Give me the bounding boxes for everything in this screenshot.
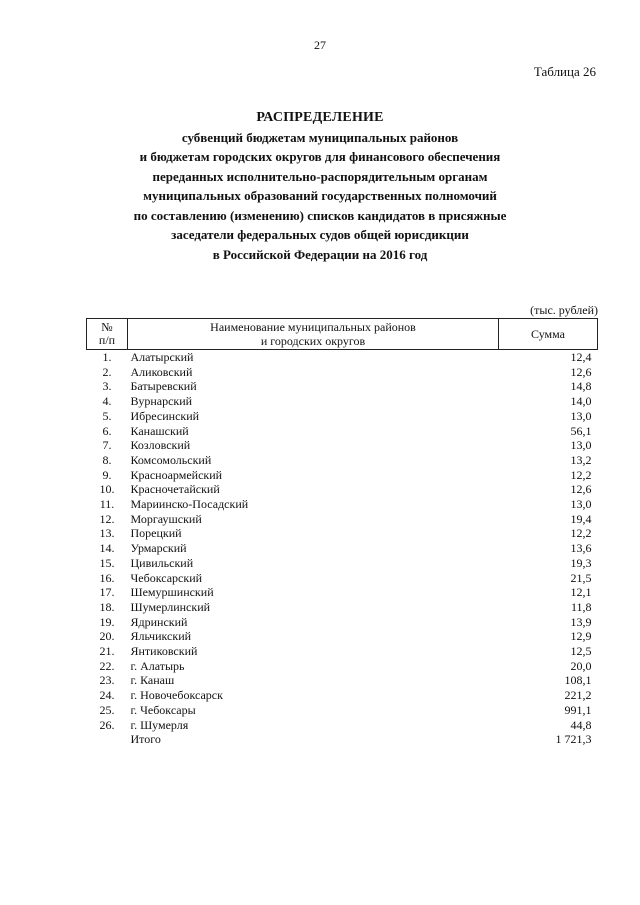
- row-sum: 13,0: [570, 497, 592, 512]
- title-line: субвенций бюджетам муниципальных районов: [181, 129, 459, 145]
- table-row: [87, 600, 598, 615]
- table-label: Таблица 26: [533, 64, 596, 79]
- row-name: Чебоксарский: [130, 570, 203, 585]
- title-line: и бюджетам городских округов для финансового обеспечения: [139, 149, 501, 164]
- table-row: [87, 585, 598, 600]
- row-num: 24.: [99, 688, 115, 703]
- row-num: 10.: [99, 482, 115, 497]
- row-num: 22.: [99, 658, 115, 673]
- title-line: по составлению (изменению) списков кандидатов в присяжные: [133, 207, 507, 223]
- row-name: Вурнарский: [130, 394, 193, 409]
- table-row: [87, 541, 598, 556]
- total-num-cell: [87, 732, 128, 747]
- row-sum: 12,2: [570, 467, 592, 482]
- row-name: Мариинско-Посадский: [130, 497, 249, 512]
- row-name: Янтиковский: [130, 644, 198, 659]
- row-sum: 13,6: [570, 541, 592, 556]
- row-name: Козловский: [130, 438, 191, 453]
- table-row: [87, 438, 598, 453]
- row-num: 25.: [99, 702, 115, 717]
- table-row: [87, 453, 598, 468]
- row-name: Красночетайский: [130, 482, 220, 497]
- row-sum: 13,2: [570, 452, 592, 467]
- title-line: муниципальных образований государственных полномочий: [143, 188, 497, 203]
- table-row: [87, 365, 598, 380]
- row-sum: 12,6: [570, 364, 592, 379]
- row-name: Порецкий: [130, 526, 182, 541]
- row-sum: 12,2: [570, 526, 592, 541]
- row-sum: 19,3: [570, 555, 592, 570]
- header-num: [87, 319, 128, 350]
- title-main: РАСПРЕДЕЛЕНИЕ: [256, 110, 384, 125]
- table-row: [87, 571, 598, 586]
- row-num: 3.: [102, 379, 112, 394]
- row-sum: 21,5: [570, 570, 592, 585]
- table-row: [87, 703, 598, 718]
- table-row: [87, 379, 598, 394]
- row-num: 19.: [99, 614, 115, 629]
- page-number: 27: [314, 38, 326, 52]
- row-name: Урмарский: [130, 541, 187, 556]
- row-sum: 12,1: [570, 585, 592, 600]
- row-sum: 991,1: [564, 702, 592, 717]
- row-num: 16.: [99, 570, 115, 585]
- row-num: 18.: [99, 599, 115, 614]
- row-name: Ибресинский: [130, 408, 200, 423]
- row-sum: 12,4: [570, 350, 592, 364]
- table-row: [87, 526, 598, 541]
- row-num: 23.: [99, 673, 115, 688]
- row-name: Цивильский: [130, 555, 194, 570]
- table-header-row: [87, 319, 598, 350]
- header-sum: Сумма: [499, 319, 598, 350]
- row-num: 5.: [102, 408, 112, 423]
- document-title: [80, 108, 560, 264]
- row-num: 21.: [99, 644, 115, 659]
- header-name-line1: Наименование муниципальных районов: [210, 320, 416, 334]
- row-num: 17.: [99, 585, 115, 600]
- header-num-line1: №: [101, 320, 113, 334]
- table-row: [87, 409, 598, 424]
- row-sum: 19,4: [570, 511, 592, 526]
- row-name: г. Шумерля: [130, 717, 189, 732]
- row-num: 1.: [102, 350, 112, 364]
- row-name: Алатырский: [130, 350, 194, 364]
- title-line: переданных исполнительно-распорядительным органам: [152, 168, 488, 184]
- row-num: 20.: [99, 629, 115, 644]
- total-label: Итого: [130, 732, 161, 747]
- subvention-table: [86, 318, 598, 747]
- row-sum: 11,8: [570, 599, 592, 614]
- table-row: [87, 497, 598, 512]
- row-num: 15.: [99, 555, 115, 570]
- header-num-line2: п/п: [98, 333, 116, 347]
- row-num: 12.: [99, 511, 115, 526]
- row-sum: 44,8: [570, 717, 592, 732]
- row-sum: 12,6: [570, 482, 592, 497]
- table-row: [87, 688, 598, 703]
- table-row: [87, 659, 598, 674]
- table-row: [87, 673, 598, 688]
- table-row: [87, 468, 598, 483]
- row-name: Аликовский: [130, 364, 193, 379]
- row-name: Шумерлинский: [130, 599, 211, 614]
- total-sum: 1 721,3: [555, 732, 592, 747]
- title-line: заседатели федеральных судов общей юрисдикции: [171, 227, 469, 242]
- table-row: [87, 394, 598, 409]
- units-label: (тыс. рублей): [530, 303, 598, 317]
- row-num: 26.: [99, 717, 115, 732]
- table-row: [87, 718, 598, 733]
- table-row: [87, 482, 598, 497]
- table-row: [87, 424, 598, 439]
- row-num: 13.: [99, 526, 115, 541]
- row-name: Канашский: [130, 423, 189, 438]
- row-num: 14.: [99, 541, 115, 556]
- table-row: [87, 615, 598, 630]
- row-name: г. Новочебоксарск: [130, 688, 223, 703]
- row-num: 7.: [102, 438, 112, 453]
- row-sum: 56,1: [570, 423, 592, 438]
- row-name: Шемуршинский: [130, 585, 214, 600]
- row-num: 9.: [102, 467, 112, 482]
- row-sum: 14,0: [570, 394, 592, 409]
- row-sum: 14,8: [570, 379, 592, 394]
- row-name: Комсомольский: [130, 452, 212, 467]
- row-num: 4.: [102, 394, 112, 409]
- row-name: Яльчикский: [130, 629, 192, 644]
- row-name: г. Алатырь: [130, 658, 185, 673]
- header-name: [128, 319, 499, 350]
- title-line: в Российской Федерации на 2016 год: [212, 246, 428, 262]
- row-num: 11.: [99, 497, 115, 512]
- row-name: Красноармейский: [130, 467, 223, 482]
- row-sum: 20,0: [570, 658, 592, 673]
- row-name: Батыревский: [130, 379, 197, 394]
- table-row: [87, 644, 598, 659]
- total-row: [87, 732, 598, 747]
- row-num: 2.: [102, 364, 112, 379]
- row-sum: 13,0: [570, 408, 592, 423]
- table-row: [87, 350, 598, 365]
- row-num: 8.: [102, 452, 112, 467]
- table-row: [87, 629, 598, 644]
- table-body: [87, 350, 598, 747]
- row-sum: 221,2: [564, 688, 592, 703]
- row-name: г. Канаш: [130, 673, 175, 688]
- row-sum: 12,9: [570, 629, 592, 644]
- table-row: [87, 556, 598, 571]
- row-sum: 12,5: [570, 644, 592, 659]
- row-sum: 13,0: [570, 438, 592, 453]
- header-name-line2: и городских округов: [260, 334, 366, 348]
- row-sum: 108,1: [564, 673, 592, 688]
- row-sum: 13,9: [570, 614, 592, 629]
- row-name: г. Чебоксары: [130, 702, 196, 717]
- table-row: [87, 512, 598, 527]
- row-num: 6.: [102, 423, 112, 438]
- row-name: Моргаушский: [130, 511, 202, 526]
- row-name: Ядринский: [130, 614, 188, 629]
